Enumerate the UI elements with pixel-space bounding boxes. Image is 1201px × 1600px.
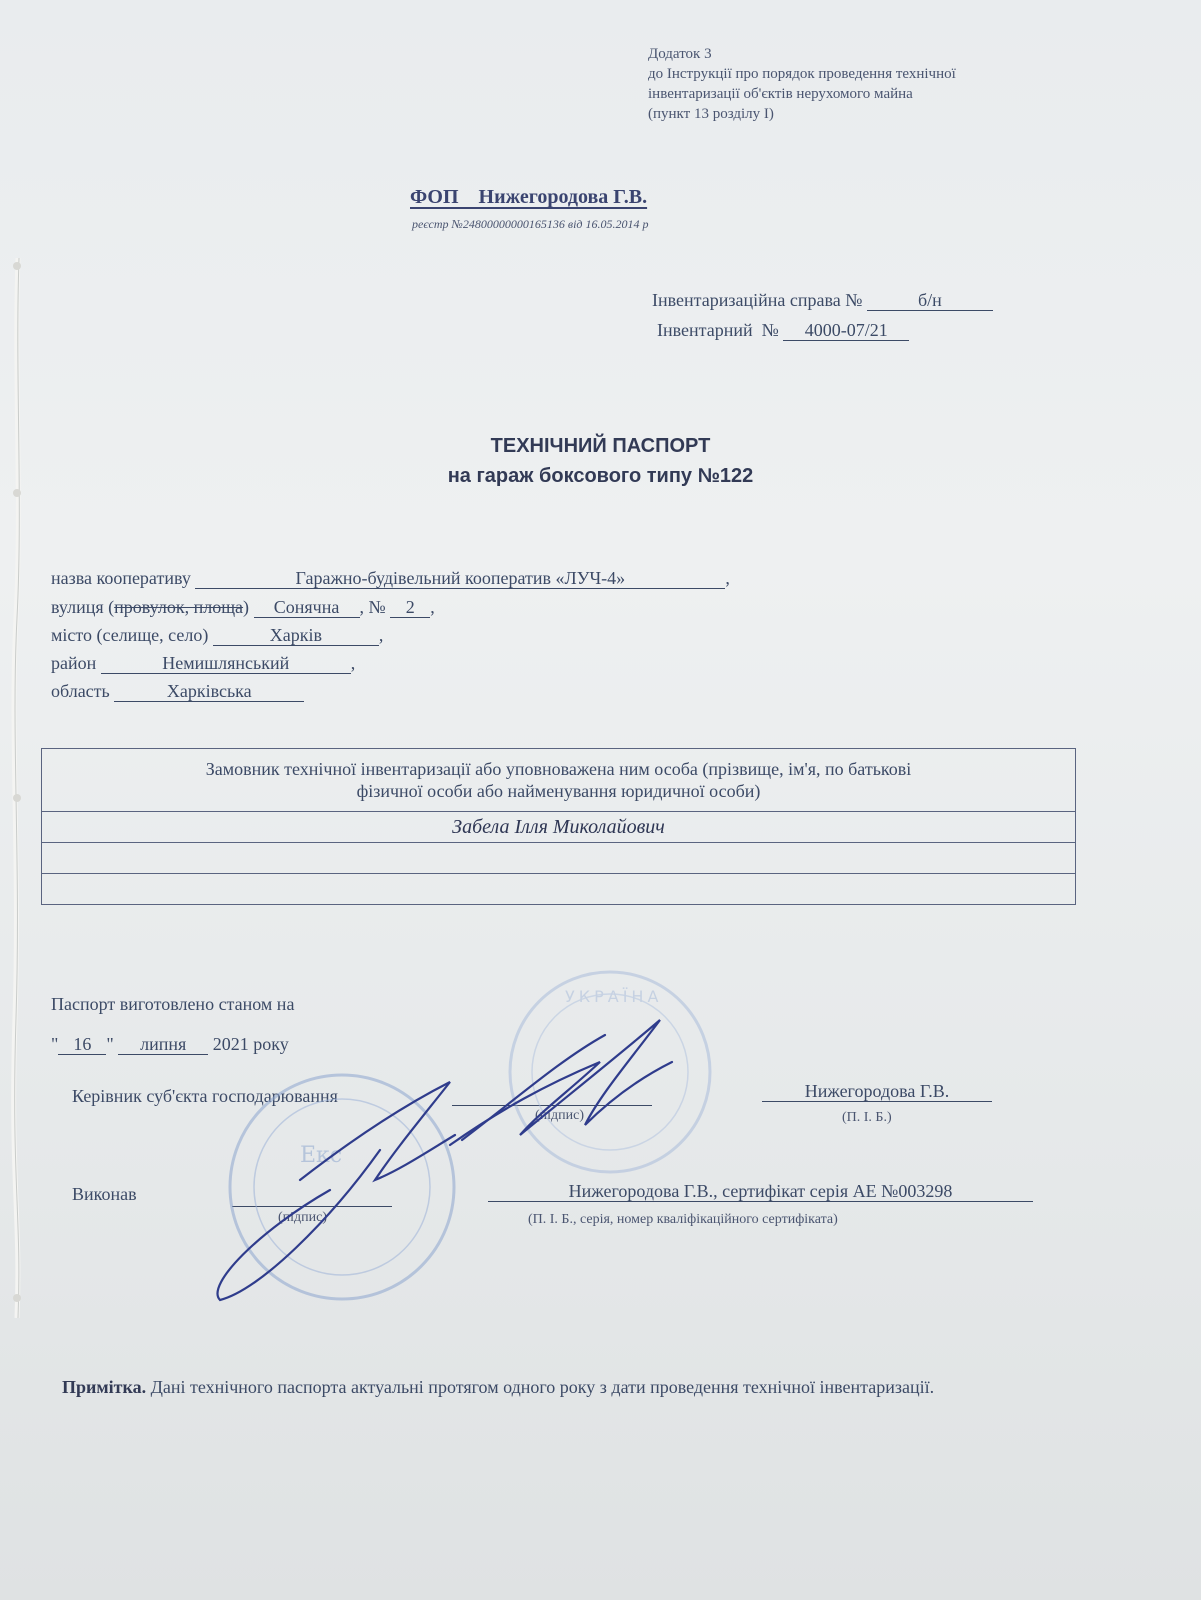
head-signature-line bbox=[452, 1105, 652, 1106]
executor-name: Нижегородова Г.В., сертифікат серія АЕ №003298 bbox=[488, 1181, 1033, 1202]
coop-label: назва кооперативу bbox=[51, 568, 191, 588]
inventory-number-value: 4000-07/21 bbox=[783, 320, 909, 341]
date-quote-open: " bbox=[51, 1034, 59, 1054]
inventory-number-row bbox=[657, 320, 909, 341]
coop-value: Гаражно-будівельний кооператив «ЛУЧ-4» bbox=[195, 568, 725, 589]
client-table-header bbox=[42, 749, 1076, 812]
coop-row: назва кооперативу Гаражно-будівельний кооператив «ЛУЧ-4» , bbox=[51, 568, 730, 588]
seal-right-text: УКРАЇНА bbox=[565, 987, 663, 1006]
street-row: вулиця (провулок, площа) Сонячна , № 2 , bbox=[51, 597, 435, 617]
handwritten-signature-head bbox=[450, 1020, 672, 1145]
note bbox=[62, 1375, 1052, 1400]
date-year: 2021 року bbox=[212, 1034, 289, 1054]
date-label: Паспорт виготовлено станом на bbox=[51, 994, 295, 1014]
client-name: Забела Ілля Миколайович bbox=[42, 812, 1076, 843]
city-label: місто (селище, село) bbox=[51, 625, 209, 645]
binding-cord bbox=[6, 258, 28, 1318]
document-subtitle: на гараж боксового типу №122 bbox=[447, 465, 754, 487]
street-label-struck: провулок, площа bbox=[114, 597, 244, 617]
executor-signature-hint: (підпис) bbox=[278, 1210, 328, 1225]
appendix-line-2: до Інструкції про порядок проведення технічної bbox=[648, 66, 956, 82]
client-header-line-1: Замовник технічної інвентаризації або уповноважена ним особа (прізвище, ім'я, по батькові bbox=[205, 759, 912, 779]
street-label-prefix: вулиця ( bbox=[51, 597, 115, 617]
issuer-registry: реєстр №24800000000165136 від 16.05.2014 р bbox=[412, 217, 649, 231]
city-row: місто (селище, село) Харків , bbox=[51, 625, 384, 645]
client-empty-row bbox=[42, 874, 1076, 905]
issuer-name: ФОП Нижегородова Г.В. bbox=[410, 186, 648, 208]
handwritten-signature-executor bbox=[218, 1082, 455, 1300]
district-value: Немишлянський bbox=[101, 653, 351, 674]
executor-name-field bbox=[488, 1180, 1033, 1202]
street-label-suffix: ) bbox=[243, 597, 250, 617]
seal-left-stamp bbox=[230, 1075, 454, 1299]
executor-label: Виконав bbox=[72, 1184, 137, 1204]
appendix-line-3: інвентаризації об'єктів нерухомого майна bbox=[648, 86, 913, 102]
head-name: Нижегородова Г.В. bbox=[762, 1081, 992, 1102]
client-table bbox=[41, 748, 1076, 905]
appendix-note bbox=[648, 44, 956, 124]
house-label: № bbox=[368, 597, 386, 617]
head-name-field bbox=[762, 1080, 992, 1102]
region-row bbox=[51, 680, 304, 702]
document-title: ТЕХНІЧНИЙ ПАСПОРТ bbox=[490, 435, 711, 457]
note-label: Примітка. bbox=[62, 1377, 147, 1397]
head-name-hint: (П. І. Б.) bbox=[842, 1110, 892, 1125]
district-label: район bbox=[51, 653, 97, 673]
executor-hint: (П. І. Б., серія, номер кваліфікаційного сертифіката) bbox=[528, 1212, 838, 1227]
appendix-line-1: Додаток 3 bbox=[648, 46, 712, 62]
head-label: Керівник суб'єкта господарювання bbox=[72, 1086, 338, 1106]
region-label: область bbox=[51, 681, 110, 701]
city-value: Харків bbox=[213, 625, 379, 646]
date-quote-close: " bbox=[106, 1034, 114, 1054]
inventory-case-value: б/н bbox=[867, 290, 993, 311]
date-month: липня bbox=[118, 1034, 208, 1055]
house-value: 2 bbox=[390, 597, 430, 618]
note-text: Дані технічного паспорта актуальні протягом одного року з дати проведення технічної інвентаризації. bbox=[146, 1377, 935, 1397]
inventory-case-label: Інвентаризаційна справа № bbox=[652, 290, 863, 310]
inventory-number-label: Інвентарний № bbox=[657, 320, 779, 340]
inventory-case-row bbox=[652, 290, 993, 311]
executor-signature-line bbox=[232, 1206, 392, 1207]
region-value: Харківська bbox=[114, 681, 304, 702]
date-row bbox=[51, 1033, 289, 1055]
seal-left-text: Екс bbox=[300, 1143, 343, 1168]
seal-right-stamp bbox=[510, 972, 710, 1172]
head-signature-hint: (підпис) bbox=[535, 1108, 585, 1123]
street-value: Сонячна bbox=[254, 597, 360, 618]
appendix-line-4: (пункт 13 розділу І) bbox=[648, 106, 774, 122]
client-empty-row bbox=[42, 843, 1076, 874]
client-header-line-2: фізичної особи або найменування юридичної особи) bbox=[356, 781, 761, 801]
date-day: 16 bbox=[58, 1034, 106, 1055]
district-row: район Немишлянський , bbox=[51, 653, 356, 673]
